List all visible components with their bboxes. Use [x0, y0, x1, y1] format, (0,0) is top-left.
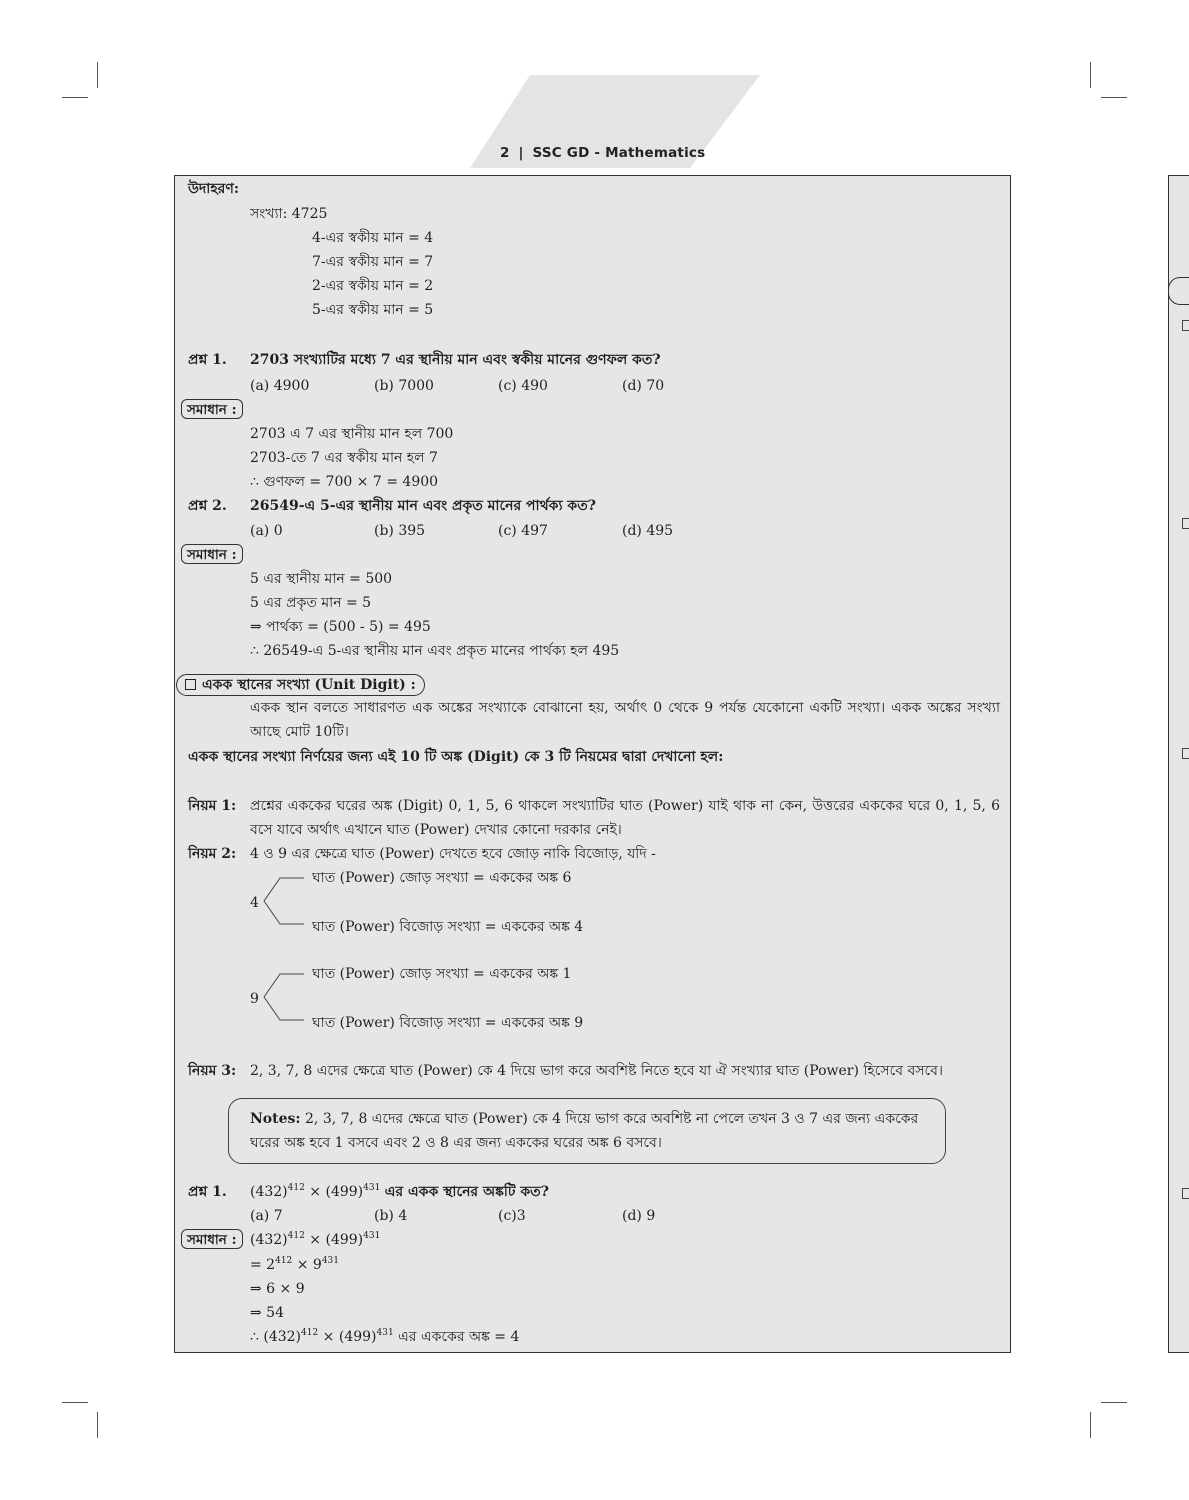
option-c: (c)3 [498, 1208, 526, 1224]
solution-badge: সমাধান : [181, 544, 243, 564]
example-heading: উদাহরণ: [188, 181, 240, 197]
option-d: (d) 495 [622, 523, 674, 539]
option-b: (b) 4 [374, 1208, 408, 1224]
solution-badge: সমাধান : [181, 1229, 243, 1249]
option-b: (b) 7000 [374, 378, 434, 394]
expr-base: (499) [325, 1232, 364, 1248]
expr-base: (499) [325, 1184, 364, 1200]
checkbox-icon [1182, 320, 1189, 331]
example-line: 5-এর স্বকীয় মান = 5 [312, 302, 434, 318]
solution-line: ⇒ 6 × 9 [250, 1281, 305, 1297]
question-text: 26549-এ 5-এর স্থানীয় মান এবং প্রকৃত মানের পার্থক্য কত? [250, 498, 596, 514]
option-a: (a) 4900 [250, 378, 310, 394]
expr-operator: × [309, 1232, 322, 1248]
expr-exponent: 431 [363, 1183, 381, 1193]
expr-base: (432) [250, 1184, 288, 1200]
rule-label: নিয়ম 2: [188, 846, 237, 862]
branch-bracket-9 [258, 966, 308, 1028]
next-page-tab [1168, 277, 1189, 305]
checkbox-icon [1182, 518, 1189, 529]
solution-line: 5 এর স্থানীয় মান = 500 [250, 571, 393, 587]
notes-label: Notes: [250, 1111, 301, 1127]
branch-digit: 4 [250, 895, 259, 911]
solution-line: ∴ 26549-এ 5-এর স্থানীয় মান এবং প্রকৃত মানের পার্থক্য হল 495 [250, 643, 620, 659]
next-page-panel [1168, 175, 1189, 1353]
solution-line: ⇒ 54 [250, 1305, 284, 1321]
rule-label: নিয়ম 3: [188, 1063, 237, 1079]
option-c: (c) 490 [498, 378, 548, 394]
expr-base: (432) [250, 1232, 288, 1248]
example-line: 4-এর স্বকীয় মান = 4 [312, 230, 434, 246]
header-separator: | [518, 145, 524, 161]
notes-text: 2, 3, 7, 8 এদের ক্ষেত্রে ঘাত (Power) কে 4 দিয়ে ভাগ করে অবশিষ্ট না পেলে তখন 3 ও 7 এর জন্য এককের ঘরের অঙ্ক হবে 1 বসবে এবং 2 ও 8 এর জন্য এককের ঘরের অঙ্ক 6 বসবে। [250, 1111, 919, 1151]
solution-line: ⇒ পার্থক্য = (500 - 5) = 495 [250, 619, 431, 635]
expr-exponent: 412 [301, 1328, 319, 1338]
option-b: (b) 395 [374, 523, 426, 539]
therefore-symbol: ∴ [250, 1329, 259, 1345]
branch-digit: 9 [250, 991, 259, 1007]
expr-operator: × [309, 1184, 322, 1200]
checkbox-icon [1182, 748, 1189, 759]
crop-mark [62, 1402, 88, 1403]
example-line: 2-এর স্বকীয় মান = 2 [312, 278, 434, 294]
question-label: প্রশ্ন 1. [188, 1184, 227, 1200]
example-number: সংখ্যা: 4725 [250, 206, 328, 222]
expr-exponent: 412 [287, 1231, 305, 1241]
option-c: (c) 497 [498, 523, 548, 539]
book-title: SSC GD - Mathematics [532, 145, 706, 161]
checkbox-icon [185, 679, 196, 690]
rule-text: প্রশ্নের এককের ঘরের অঙ্ক (Digit) 0, 1, 5, 6 থাকলে সংখ্যাটির ঘাত (Power) যাই থাক না কেন, উত্তরের এককের ঘরে 0, 1, 5, 6 বসে যাবে অর্থাৎ এখানে ঘাত (Power) দেখার কোনো দরকার নেই। [250, 798, 1000, 838]
unit-digit-heading [176, 674, 425, 696]
branch-even: ঘাত (Power) জোড় সংখ্যা = এককের অঙ্ক 6 [312, 870, 572, 886]
unit-digit-intro: একক স্থান বলতে সাধারণত এক অঙ্কের সংখ্যাকে বোঝানো হয়, অর্থাৎ 0 থেকে 9 পর্যন্ত যেকোনো একটি সংখ্যা। একক অঙ্কের সংখ্যা আছে মোট 10টি। [250, 700, 1000, 740]
solution-line [250, 1256, 339, 1276]
expr-exponent: 412 [275, 1256, 293, 1266]
solution-line [250, 1328, 519, 1348]
rules-heading: একক স্থানের সংখ্যা নির্ণয়ের জন্য এই 10 টি অঙ্ক (Digit) কে 3 টি নিয়মের দ্বারা দেখানো হল: [188, 749, 724, 765]
expr-text: = 2 [250, 1257, 276, 1273]
expr-exponent: 412 [287, 1183, 305, 1193]
crop-mark [1090, 1412, 1091, 1438]
expr-base: (499) [338, 1329, 377, 1345]
unit-digit-heading-text: একক স্থানের সংখ্যা (Unit Digit) : [202, 677, 416, 693]
solution-line: 5 এর প্রকৃত মান = 5 [250, 595, 372, 611]
option-d: (d) 70 [622, 378, 665, 394]
solution-badge: সমাধান : [181, 399, 243, 419]
question-text: 2703 সংখ্যাটির মধ্যে 7 এর স্থানীয় মান এবং স্বকীয় মানের গুণফল কত? [250, 352, 661, 368]
expr-exponent: 431 [376, 1328, 394, 1338]
expr-base: (432) [263, 1329, 302, 1345]
crop-mark [97, 1412, 98, 1438]
expr-text: × 9 [292, 1257, 322, 1273]
solution-line: ∴ গুণফল = 700 × 7 = 4900 [250, 474, 439, 490]
notes-content [250, 1107, 930, 1155]
solution-line [250, 1231, 380, 1251]
expr-operator: × [322, 1329, 335, 1345]
solution-line: 2703 এ 7 এর স্থানীয় মান হল 700 [250, 426, 454, 442]
expr-exponent: 431 [363, 1231, 381, 1241]
question-text [250, 1183, 549, 1203]
expr-text: এর এককের অঙ্ক = 4 [398, 1329, 520, 1345]
rule-text: 4 ও 9 এর ক্ষেত্রে ঘাত (Power) দেখতে হবে জোড় নাকি বিজোড়, যদি - [250, 846, 656, 862]
option-a: (a) 7 [250, 1208, 283, 1224]
crop-mark [1101, 1402, 1127, 1403]
example-line: 7-এর স্বকীয় মান = 7 [312, 254, 434, 270]
question-tail: এর একক স্থানের অঙ্কটি কত? [384, 1184, 549, 1200]
page-header [500, 145, 705, 161]
solution-line: 2703-তে 7 এর স্বকীয় মান হল 7 [250, 450, 438, 466]
page-number: 2 [500, 145, 510, 161]
branch-even: ঘাত (Power) জোড় সংখ্যা = এককের অঙ্ক 1 [312, 966, 572, 982]
rule-label: নিয়ম 1: [188, 798, 237, 814]
branch-odd: ঘাত (Power) বিজোড় সংখ্যা = এককের অঙ্ক 9 [312, 1015, 584, 1031]
question-label: প্রশ্ন 2. [188, 498, 227, 514]
branch-bracket-4 [258, 870, 308, 932]
branch-odd: ঘাত (Power) বিজোড় সংখ্যা = এককের অঙ্ক 4 [312, 919, 584, 935]
checkbox-icon [1182, 1188, 1189, 1199]
option-a: (a) 0 [250, 523, 283, 539]
question-label: প্রশ্ন 1. [188, 352, 227, 368]
rule-text: 2, 3, 7, 8 এদের ক্ষেত্রে ঘাত (Power) কে 4 দিয়ে ভাগ করে অবশিষ্ট নিতে হবে যা ঐ সংখ্যার ঘাত (Power) হিসেবে বসবে। [250, 1063, 943, 1079]
option-d: (d) 9 [622, 1208, 656, 1224]
expr-exponent: 431 [321, 1256, 340, 1266]
